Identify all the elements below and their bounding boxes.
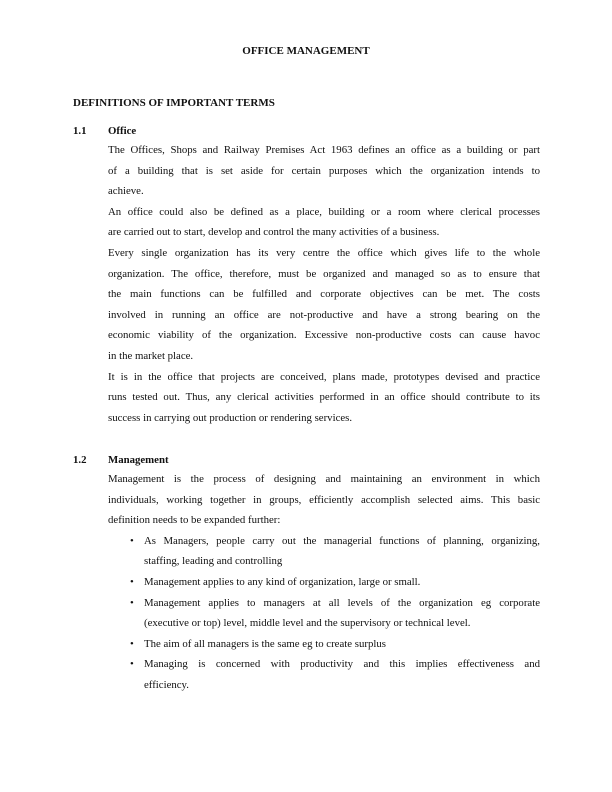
paragraph	[108, 140, 540, 202]
paragraph	[108, 469, 540, 531]
paragraph	[108, 243, 540, 367]
text-line: Managing is concerned with productivity and this implies effectiveness and	[144, 658, 540, 671]
bullet-item	[108, 593, 540, 634]
text-line: An office could also be defined as a place, building or a room where clerical processes	[108, 205, 540, 218]
text-line: the main functions can be fulfilled and corporate objectives can be met. The costs	[108, 288, 540, 301]
text-line: Every single organization has its very centre the office which gives life to the whole	[108, 246, 540, 259]
text-line: It is in the office that projects are conceived, plans made, prototypes devised and practice	[108, 370, 540, 383]
bullet-item	[108, 654, 540, 695]
section-number: 1.1	[73, 125, 87, 137]
section-number: 1.2	[73, 454, 87, 466]
bullet-icon: •	[130, 534, 134, 547]
text-line: The Offices, Shops and Railway Premises Act 1963 defines an office as a building or part	[108, 144, 540, 156]
text-line: in the market place.	[108, 349, 194, 362]
text-line: staffing, leading and controlling	[144, 555, 283, 568]
section-body	[108, 140, 540, 428]
text-line: Management applies to any kind of organization, large or small.	[144, 575, 421, 588]
bullet-item	[108, 634, 540, 655]
text-line: individuals, working together in groups, efficiently accomplish selected aims. This basic	[108, 493, 540, 506]
section-heading: DEFINITIONS OF IMPORTANT TERMS	[73, 97, 275, 109]
text-line: (executive or top) level, middle level and the supervisory or technical level.	[144, 617, 471, 630]
text-line: are carried out to start, develop and control the many activities of a business.	[108, 226, 440, 239]
text-line: economic viability of the organization. Excessive non-productive costs can cause havoc	[108, 329, 540, 342]
bullet-icon: •	[130, 575, 134, 588]
bullet-icon: •	[130, 637, 134, 650]
section-heading-office: Office	[108, 125, 137, 137]
document-title: OFFICE MANAGEMENT	[242, 45, 370, 57]
text-line: achieve.	[108, 185, 144, 198]
text-line: organization. The office, therefore, must be organized and managed so as to ensure that	[108, 267, 540, 280]
text-line: As Managers, people carry out the managerial functions of planning, organizing,	[144, 534, 540, 547]
section-heading-management: Management	[108, 454, 169, 466]
text-line: efficiency.	[144, 678, 189, 691]
bullet-icon: •	[130, 596, 134, 609]
text-line: The aim of all managers is the same eg to create surplus	[144, 637, 386, 650]
paragraph	[108, 202, 540, 243]
text-line: involved in running an office are not-productive and have a strong bearing on the	[108, 308, 540, 321]
section-body	[108, 469, 540, 696]
text-line: Management applies to managers at all levels of the organization eg corporate	[144, 596, 540, 609]
bullet-item	[108, 572, 540, 593]
text-line: success in carrying out production or rendering services.	[108, 411, 353, 424]
text-line: of a building that is set aside for certain purposes which the organization intends to	[108, 164, 540, 177]
bullet-icon: •	[130, 658, 134, 671]
bullet-item	[108, 531, 540, 572]
paragraph	[108, 367, 540, 429]
text-line: definition needs to be expanded further:	[108, 514, 281, 527]
text-line: Management is the process of designing and maintaining an environment in which	[108, 473, 540, 485]
text-line: runs tested out. Thus, any clerical activities performed in an office should contribute to its	[108, 391, 540, 404]
